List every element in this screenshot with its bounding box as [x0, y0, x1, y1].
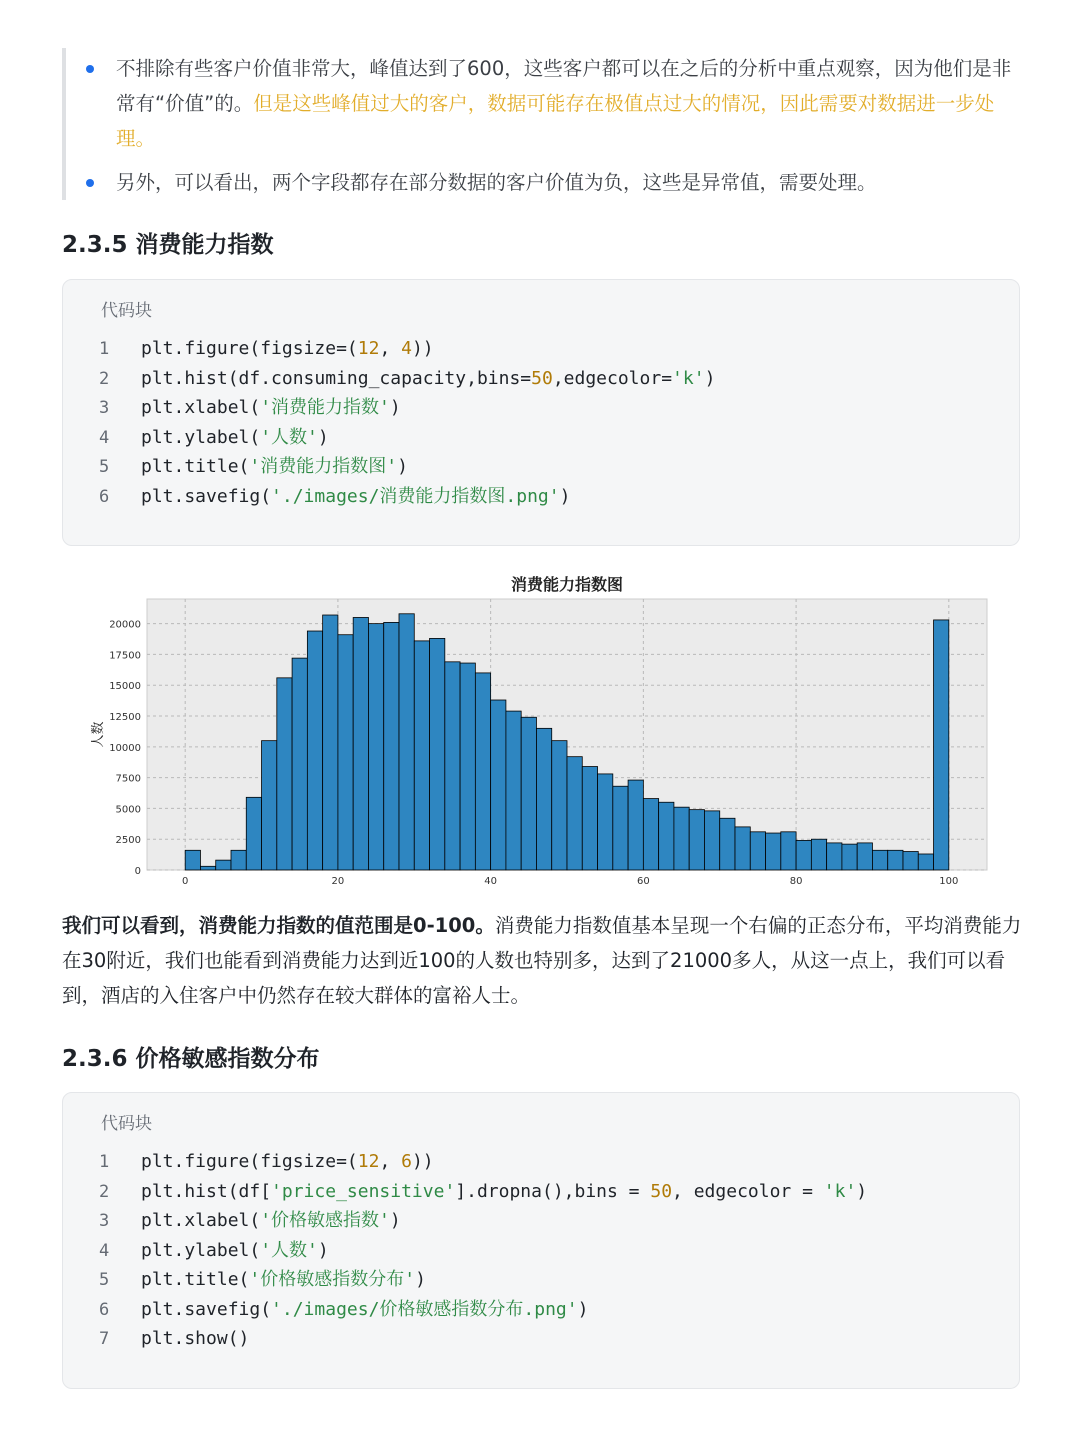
line-number: 5 — [99, 457, 110, 477]
code-block-label: 代码块 — [101, 1114, 152, 1134]
histogram-bar — [720, 818, 735, 870]
line-number: 6 — [99, 1299, 110, 1320]
histogram-bar — [475, 673, 490, 870]
line-number: 7 — [99, 1329, 110, 1349]
code-text: plt.xlabel('消费能力指数') — [141, 397, 401, 418]
code-text: plt.show() — [141, 1328, 250, 1349]
histogram-bar — [323, 615, 338, 870]
y-tick-label: 10000 — [109, 742, 141, 754]
histogram-bar — [781, 832, 796, 870]
code-text: plt.title('消费能力指数图') — [141, 456, 408, 477]
code-text: plt.ylabel('人数') — [141, 1239, 329, 1261]
line-number: 3 — [99, 1211, 110, 1231]
histogram-bar — [796, 840, 811, 870]
histogram-bar — [934, 620, 949, 870]
histogram-bar — [674, 807, 689, 870]
code-text: plt.ylabel('人数') — [141, 426, 329, 448]
histogram-bar — [598, 774, 613, 870]
x-tick-label: 40 — [484, 876, 498, 887]
y-tick-label: 20000 — [109, 619, 141, 631]
code-block[interactable] — [62, 1092, 1020, 1389]
bullet-dot-icon — [86, 65, 94, 73]
histogram-bar — [521, 717, 536, 870]
histogram-bar — [552, 741, 567, 870]
line-number: 6 — [99, 486, 110, 507]
paragraph-text: 消费能力指数值基本呈现一个右偏的正态分布，平均消费能力在30附近，我们也能看到消费能力达到近100的人数也特别多，达到了21000多人，从这一点上，我们可以看到，酒店的入住客户中仍然存在较大群体的富裕人士。 — [62, 914, 1022, 1007]
histogram-bar — [659, 802, 674, 870]
chart-title: 消费能力指数图 — [510, 575, 624, 594]
x-tick-label: 80 — [789, 876, 803, 887]
code-text: plt.hist(df['price_sensitive'].dropna(),bins = 50, edgecolor = 'k') — [141, 1180, 868, 1202]
line-number: 3 — [99, 398, 110, 418]
x-tick-label: 0 — [181, 876, 189, 887]
histogram-bar — [277, 678, 292, 870]
histogram-bar — [460, 663, 475, 870]
code-text: plt.figure(figsize=(12, 6)) — [141, 1151, 434, 1172]
y-tick-label: 0 — [134, 866, 141, 877]
histogram-bar — [903, 852, 918, 870]
histogram-bar — [338, 635, 353, 870]
histogram-bar — [231, 850, 246, 870]
histogram-bar — [643, 799, 658, 870]
histogram-bar — [582, 767, 597, 870]
y-tick-label: 17500 — [109, 650, 141, 662]
line-number: 2 — [99, 1181, 110, 1202]
y-tick-label: 15000 — [109, 681, 141, 693]
histogram-bar — [704, 811, 719, 870]
bullet-text: 另外，可以看出，两个字段都存在部分数据的客户价值为负，这些是异常值，需要处理。 — [116, 171, 877, 194]
histogram-bar — [445, 662, 460, 870]
code-text: plt.savefig('./images/价格敏感指数分布.png') — [141, 1298, 589, 1320]
highlighted-text: 但是这些峰值过大的客户，数据可能存在极值点过大的情况，因此需要对数据进一步处理。 — [116, 92, 995, 150]
histogram-bar — [292, 658, 307, 870]
code-block-label: 代码块 — [101, 301, 152, 321]
y-tick-label: 2500 — [115, 835, 141, 847]
bullet-text: 不排除有些客户价值非常大，峰值达到了600，这些客户都可以在之后的分析中重点观察，因为他们是非常有“价值”的。 — [116, 57, 1012, 115]
code-text: plt.xlabel('价格敏感指数') — [141, 1210, 401, 1231]
histogram-chart — [62, 566, 1002, 888]
code-block[interactable] — [62, 279, 1020, 546]
line-number: 5 — [99, 1270, 110, 1290]
histogram-bar — [628, 780, 643, 870]
histogram-bar — [872, 850, 887, 870]
code-text: plt.hist(df.consuming_capacity,bins=50,edgecolor='k') — [141, 367, 716, 389]
histogram-bar — [506, 711, 521, 870]
histogram-bar — [430, 638, 445, 870]
histogram-bar — [185, 850, 200, 870]
x-tick-label: 20 — [331, 876, 345, 887]
code-text: plt.savefig('./images/消费能力指数图.png') — [141, 485, 571, 507]
bullet-item — [116, 51, 1026, 156]
code-text: plt.title('价格敏感指数分布') — [141, 1269, 426, 1290]
histogram-bar — [567, 757, 582, 870]
histogram-bar — [613, 786, 628, 870]
histogram-bar — [384, 622, 399, 870]
y-tick-label: 12500 — [109, 712, 141, 724]
section-heading: 2.3.6 价格敏感指数分布 — [62, 1046, 320, 1072]
bullet-item — [116, 165, 1026, 200]
line-number: 1 — [99, 339, 110, 359]
histogram-bar — [368, 624, 383, 870]
histogram-bar — [888, 850, 903, 870]
section-heading: 2.3.5 消费能力指数 — [62, 232, 274, 258]
analysis-paragraph — [62, 908, 1022, 1013]
histogram-bar — [827, 843, 842, 870]
histogram-bar — [766, 833, 781, 870]
histogram-bar — [353, 617, 368, 870]
histogram-bar — [246, 797, 261, 870]
histogram-bar — [842, 844, 857, 870]
histogram-bar — [399, 614, 414, 870]
code-text: plt.figure(figsize=(12, 4)) — [141, 338, 434, 359]
line-number: 2 — [99, 368, 110, 389]
histogram-bar — [200, 866, 215, 870]
histogram-bar — [750, 832, 765, 870]
line-number: 4 — [99, 1240, 110, 1261]
histogram-bar — [262, 741, 277, 870]
x-tick-label: 60 — [636, 876, 650, 887]
y-tick-label: 7500 — [115, 773, 141, 785]
histogram-bar — [216, 860, 231, 870]
blockquote — [62, 48, 1026, 200]
y-axis-label: 人数 — [91, 721, 106, 748]
bold-sentence: 我们可以看到，消费能力指数的值范围是0-100。 — [62, 914, 495, 937]
line-number: 1 — [99, 1152, 110, 1172]
histogram-bar — [491, 700, 506, 870]
histogram-bar — [536, 728, 551, 870]
histogram-bar — [918, 854, 933, 870]
x-tick-label: 100 — [939, 876, 959, 887]
histogram-bar — [857, 843, 872, 870]
histogram-bar — [735, 827, 750, 870]
histogram-bar — [811, 839, 826, 870]
y-tick-label: 5000 — [115, 804, 141, 816]
histogram-bar — [307, 631, 322, 870]
line-number: 4 — [99, 427, 110, 448]
bullet-dot-icon — [86, 179, 94, 187]
histogram-bar — [689, 810, 704, 870]
histogram-bar — [414, 641, 429, 870]
